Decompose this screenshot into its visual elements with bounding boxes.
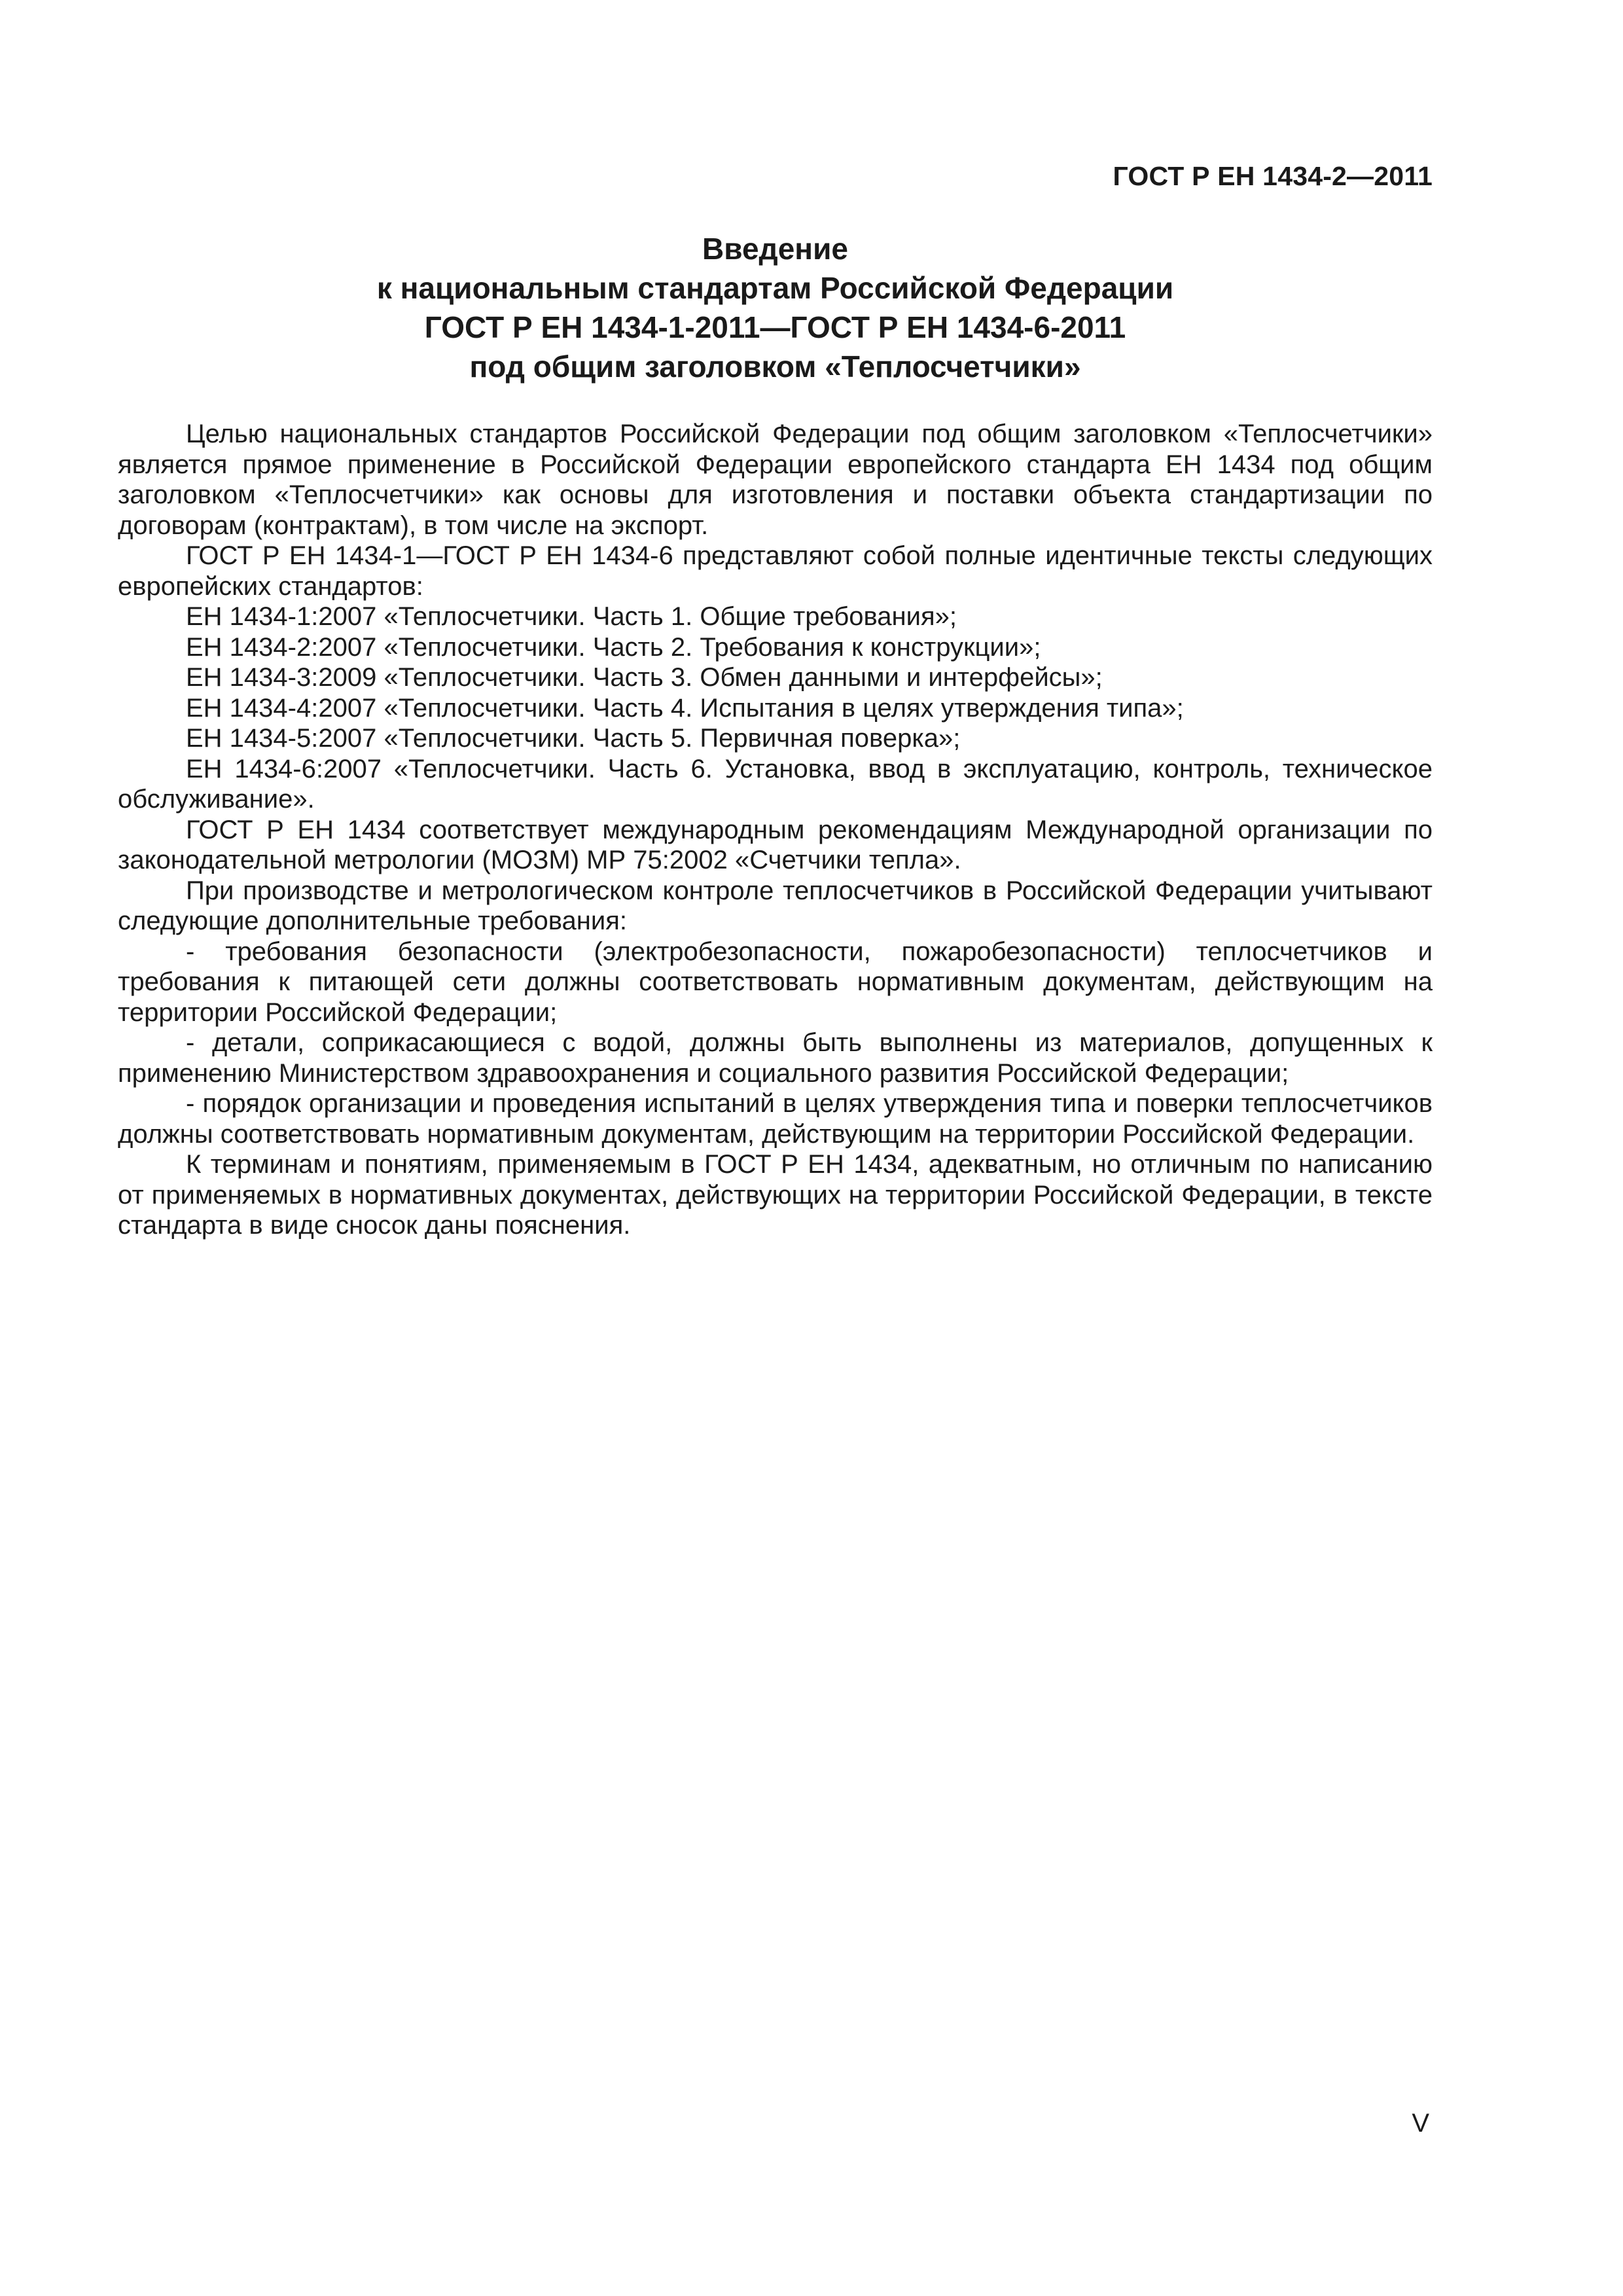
introduction-body [118, 419, 1433, 1241]
standard-list-item: ЕН 1434-4:2007 «Теплосчетчики. Часть 4. Испытания в целях утверждения типа»; [186, 693, 1184, 723]
standard-list-item: ЕН 1434-6:2007 «Теплосчетчики. Часть 6. Установка, ввод в эксплуатацию, контроль, техническое обслуживание». [118, 754, 1433, 814]
standard-list-item: ЕН 1434-2:2007 «Теплосчетчики. Часть 2. Требования к конструкции»; [186, 632, 1041, 662]
paragraph-oiml-compliance: ГОСТ Р ЕН 1434 соответствует международным рекомендациям Международной организации по законодательной метрологии (МОЗМ) МР 75:2002 «Счетчики тепла». [118, 815, 1433, 874]
paragraph-purpose: Целью национальных стандартов Российской Федерации под общим заголовком «Теплосчетчики» является прямое применение в Российской Федерации европейского стандарта ЕН 1434 под общим заголовком «Теплосчетчики» как основы для изготовления и поставки объекта стандартизации по договорам (контрактам), в том числе на экспорт. [118, 420, 1433, 540]
standard-list-item: ЕН 1434-5:2007 «Теплосчетчики. Часть 5. Первичная поверка»; [186, 724, 961, 753]
requirement-list-item: - порядок организации и проведения испытаний в целях утверждения типа и поверки теплосчетчиков должны соответствовать нормативным документам, действующим на территории Российской Федерации. [118, 1089, 1433, 1149]
title-line-1: Введение [702, 232, 848, 266]
title-line-2: к национальным стандартам Российской Федерации [376, 271, 1174, 305]
requirement-list-item: - детали, соприкасающиеся с водой, должны быть выполнены из материалов, допущенных к применению Министерством здравоохранения и социального развития Российской Федерации; [118, 1028, 1433, 1088]
title-line-3: ГОСТ Р ЕН 1434-1-2011—ГОСТ Р ЕН 1434-6-2011 [424, 310, 1126, 344]
standard-list-item: ЕН 1434-3:2009 «Теплосчетчики. Часть 3. Обмен данными и интерфейсы»; [186, 663, 1103, 692]
requirement-list-item: - требования безопасности (электробезопасности, пожаробезопасности) теплосчетчиков и требования к питающей сети должны соответствовать нормативным документам, действующим на территории Российской Федерации; [118, 937, 1433, 1027]
title-line-4: под общим заголовком «Теплосчетчики» [469, 350, 1081, 384]
document-code-header: ГОСТ Р ЕН 1434-2—2011 [1113, 161, 1433, 191]
paragraph-additional-requirements: При производстве и метрологическом контроле теплосчетчиков в Российской Федерации учитывают следующие дополнительные требования: [118, 876, 1433, 935]
introduction-title [118, 229, 1433, 386]
paragraph-identical-texts: ГОСТ Р ЕН 1434-1—ГОСТ Р ЕН 1434-6 представляют собой полные идентичные тексты следующих европейских стандартов: [118, 541, 1433, 601]
page-number: V [1412, 2109, 1429, 2138]
paragraph-terms-footnotes: К терминам и понятиям, применяемым в ГОСТ Р ЕН 1434, адекватным, но отличным по написанию от применяемых в нормативных документах, действующих на территории Российской Федерации, в тексте стандарта в виде сносок даны пояснения. [118, 1150, 1433, 1240]
standard-list-item: ЕН 1434-1:2007 «Теплосчетчики. Часть 1. Общие требования»; [186, 602, 957, 631]
